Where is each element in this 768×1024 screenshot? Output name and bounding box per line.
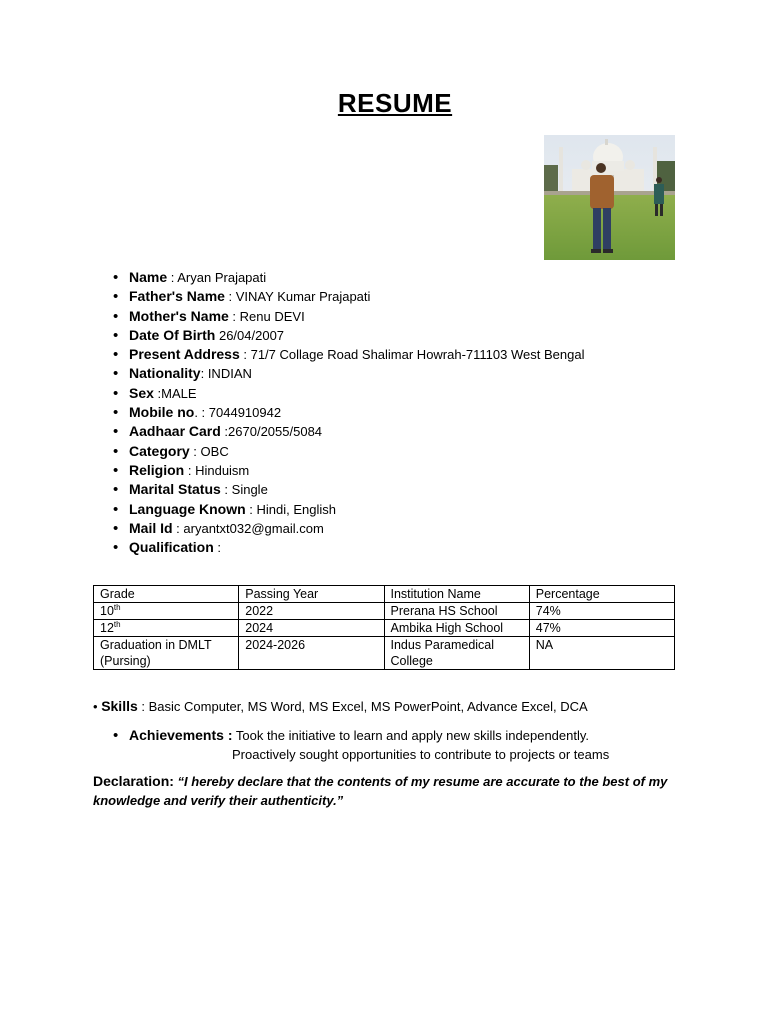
- table-row: [94, 620, 675, 637]
- skills-separator: :: [137, 699, 149, 714]
- qualification-table: [93, 585, 675, 670]
- header-passing-year: Passing Year: [239, 586, 384, 603]
- list-item-marital-status: • Marital Status : Single: [129, 480, 584, 499]
- achievement-line-2: Proactively sought opportunities to contribute to projects or teams: [232, 747, 610, 762]
- list-item-name: • Name : Aryan Prajapati: [129, 268, 584, 287]
- header-institution: Institution Name: [384, 586, 529, 603]
- list-item-fathers-name: • Father's Name : VINAY Kumar Prajapati: [129, 287, 584, 306]
- cell-percentage: NA: [529, 637, 674, 670]
- list-item-mothers-name: • Mother's Name : Renu DEVI: [129, 307, 584, 326]
- list-item-present-address: • Present Address : 71/7 Collage Road Shalimar Howrah-711103 West Bengal: [129, 345, 584, 364]
- achievement-line-1: Took the initiative to learn and apply new skills independently.: [235, 728, 590, 743]
- cell-institution: Ambika High School: [384, 620, 529, 637]
- skills-label: Skills: [101, 698, 138, 714]
- achievements-section: [113, 726, 609, 764]
- table-row: [94, 603, 675, 620]
- list-item-qualification: • Qualification :: [129, 538, 584, 557]
- profile-photo: [544, 135, 675, 260]
- skills-bullet: •: [93, 699, 98, 714]
- list-item-date-of-birth: • Date Of Birth 26/04/2007: [129, 326, 584, 345]
- cell-year: 2022: [239, 603, 384, 620]
- declaration: [93, 772, 673, 810]
- declaration-text: “I hereby declare that the contents of my resume are accurate to the best of my knowledge and verify their authenticity.”: [93, 774, 668, 808]
- list-item-sex: • Sex :MALE: [129, 384, 584, 403]
- cell-grade: 10th: [94, 603, 239, 620]
- list-item-mobile: • Mobile no. : 7044910942: [129, 403, 584, 422]
- cell-institution: Indus Paramedical College: [384, 637, 529, 670]
- cell-year: 2024-2026: [239, 637, 384, 670]
- declaration-label: Declaration:: [93, 773, 174, 789]
- list-item-mail-id: • Mail Id : aryantxt032@gmail.com: [129, 519, 584, 538]
- skills-value: Basic Computer, MS Word, MS Excel, MS PowerPoint, Advance Excel, DCA: [148, 699, 588, 714]
- table-header-row: [94, 586, 675, 603]
- cell-year: 2024: [239, 620, 384, 637]
- cell-institution: Prerana HS School: [384, 603, 529, 620]
- list-item-nationality: • Nationality: INDIAN: [129, 364, 584, 383]
- list-item-aadhaar: • Aadhaar Card :2670/2055/5084: [129, 422, 584, 441]
- achievements-bullet: •: [113, 727, 119, 744]
- header-percentage: Percentage: [529, 586, 674, 603]
- cell-grade: 12th: [94, 620, 239, 637]
- list-item-religion: • Religion : Hinduism: [129, 461, 584, 480]
- skills-line: [93, 698, 588, 714]
- table-row: [94, 637, 675, 670]
- cell-percentage: 74%: [529, 603, 674, 620]
- achievements-label: Achievements :: [129, 727, 233, 743]
- cell-grade: Graduation in DMLT (Pursing): [94, 637, 239, 670]
- list-item-language-known: • Language Known : Hindi, English: [129, 500, 584, 519]
- cell-percentage: 47%: [529, 620, 674, 637]
- page-title: RESUME: [337, 88, 453, 118]
- personal-details-list: [129, 268, 584, 557]
- list-item-category: • Category : OBC: [129, 442, 584, 461]
- header-grade: Grade: [94, 586, 239, 603]
